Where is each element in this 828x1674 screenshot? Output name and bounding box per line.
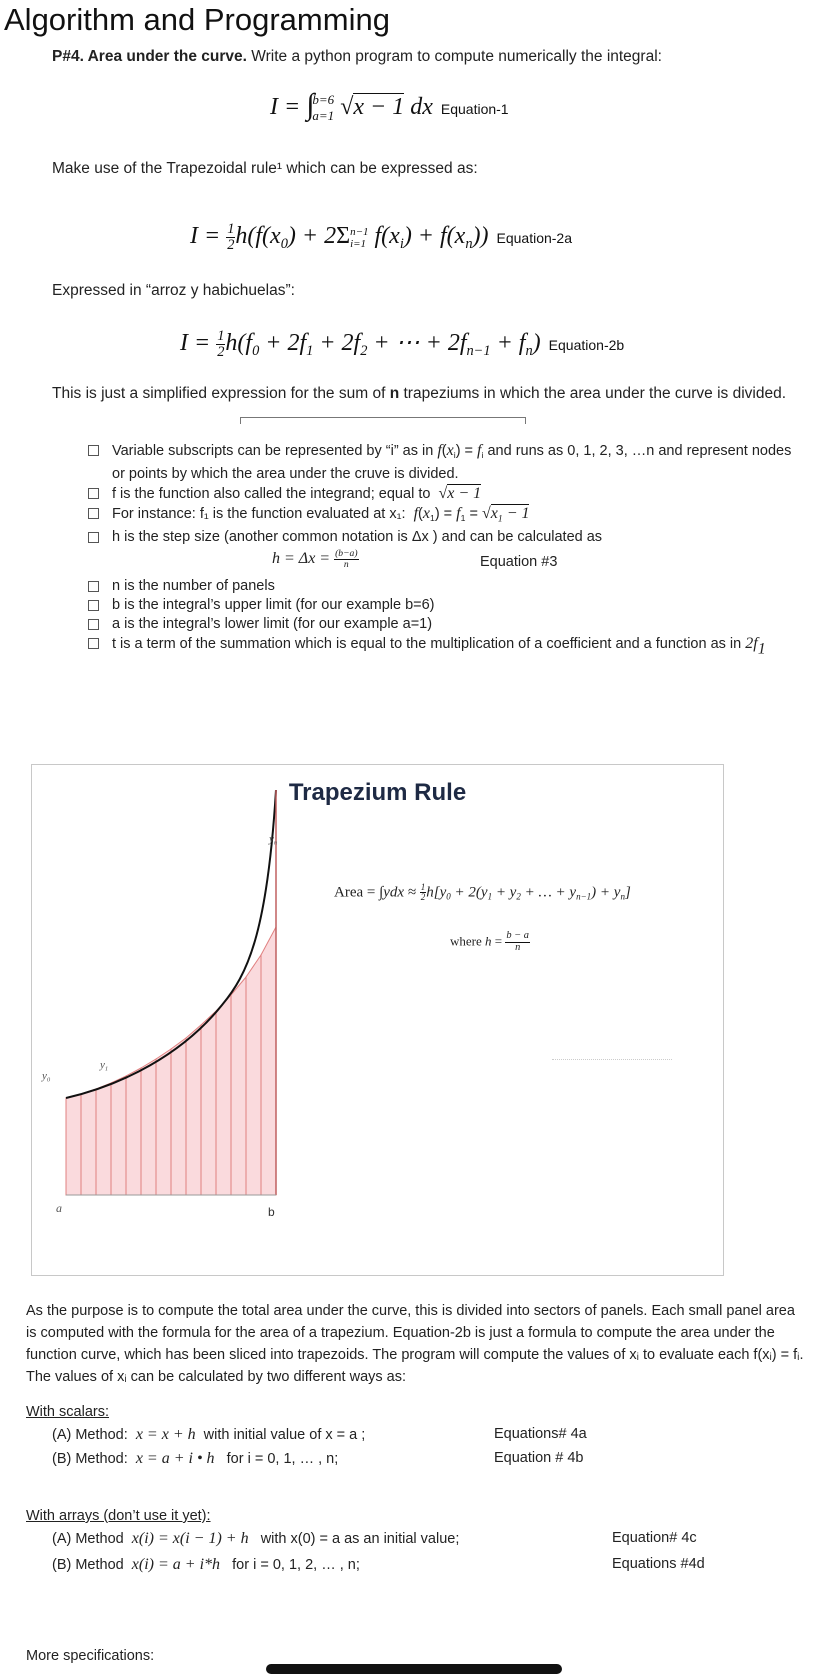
simplified-text-2: trapeziums in which the area under the curve is divided. xyxy=(403,385,787,402)
bracket-line xyxy=(240,417,526,424)
equation-2b: I = $\frac{1}{2}$ $h(f_0 + 2f_1 + 2f_2$ + ⋯ + $2f_{n-1} + f_n$) Equation-2b xyxy=(180,327,625,360)
area-formula: Area = ∫ydx ≈ $\frac{1}{2}$ $h[y_0 + 2(y_1 + y_2$ + … + $y_{n-1}) + y_n$] xyxy=(334,882,631,903)
simplified-text xyxy=(52,384,792,404)
equation-4b-label: Equation # 4b xyxy=(494,1450,584,1466)
problem-statement xyxy=(52,48,662,66)
checkbox-icon xyxy=(88,488,99,499)
equation-4d-label: Equations #4d xyxy=(612,1556,705,1572)
scalars-method-b: (B) Method: x = a + i • h for i = 0, 1, … , n; xyxy=(52,1450,339,1467)
list-item xyxy=(84,596,804,615)
list-item: f is the function also called the integrand; equal to √x − 1 xyxy=(84,484,804,504)
bullet-text: and runs as 0, 1, 2, 3, …n and represent nodes or points by which the area under the cruve is divided. xyxy=(112,443,792,483)
trapezoidal-intro: Make use of the Trapezoidal rule¹ which can be expressed as: xyxy=(52,160,478,177)
scalars-method-a: (A) Method: x = x + h with initial value of x = a ; xyxy=(52,1426,366,1443)
label-b: b xyxy=(268,1205,275,1219)
arrays-method-a: (A) Method x(i) = x(i − 1) + h with x(0) = a as an initial value; xyxy=(52,1530,460,1547)
bullet-list xyxy=(84,441,804,659)
arroz-text: Expressed in “arroz y habichuelas”: xyxy=(52,282,295,299)
bullet-text: h is the step size (another common notation is Δx ) and can be calculated as xyxy=(112,529,603,546)
more-specifications: More specifications: xyxy=(26,1648,155,1664)
label-a: a xyxy=(56,1201,62,1215)
problem-label: P#4. Area under the curve. xyxy=(52,48,247,65)
bullet-text: n is the number of panels xyxy=(112,578,275,595)
label-y0: $y_0$ xyxy=(42,1070,51,1084)
simplified-n: n xyxy=(389,385,400,402)
trapezium-rule-figure xyxy=(31,764,724,1276)
bullet-text: Variable subscripts can be represented by “i” as in xyxy=(112,443,434,459)
checkbox-icon xyxy=(88,619,99,630)
list-item: Variable subscripts can be represented by “i” as in $f(x_i) = f_i$ and runs as 0, 1, 2, 3, …n and represent nodes or points by which the area under the cruve is divided. xyxy=(84,441,804,484)
arrays-method-b: (B) Method x(i) = a + i*h for i = 0, 1, 2, … , n; xyxy=(52,1556,360,1573)
problem-text: Write a python program to compute numerically the integral: xyxy=(251,48,662,65)
page-title: Algorithm and Programming xyxy=(4,2,390,37)
home-indicator[interactable] xyxy=(266,1664,562,1674)
equation-3-row: h = Δx = $\frac{(b-a)}{n}$ Equation #3 xyxy=(272,548,558,571)
simplified-text-1: This is just a simplified expression for the sum of xyxy=(52,385,386,402)
bullet-text: For instance: f₁ is the function evaluated at x₁: xyxy=(112,506,406,523)
bullet-text: f is the function also called the integrand; equal to xyxy=(112,486,431,503)
label-y1: $y_1$ xyxy=(100,1059,109,1073)
equation-2a-label: Equation-2a xyxy=(496,230,573,247)
bullet-text: t is a term of the summation which is equal to the multiplication of a coefficient and a function as in xyxy=(112,636,742,653)
arrays-heading: With arrays (don’t use it yet): xyxy=(26,1508,211,1524)
where-formula: where h = $\frac{b - a}{n}$ xyxy=(450,930,529,953)
bullet-text: b is the integral’s upper limit (for our example b=6) xyxy=(112,597,435,614)
equation-4c-label: Equation# 4c xyxy=(612,1530,697,1546)
checkbox-icon xyxy=(88,638,99,649)
equation-2a: I = $\frac{1}{2}$ $h(f(x_0) + 2\Sigma$ n−1 i=1 $f(x_i) + f(x_n)$) Equation-2a xyxy=(190,221,573,254)
checkbox-icon xyxy=(88,600,99,611)
bullet-text: a is the integral’s lower limit (for our example a=1) xyxy=(112,616,433,633)
list-item xyxy=(84,528,804,547)
checkbox-icon xyxy=(88,508,99,519)
equation-2b-label: Equation-2b xyxy=(548,337,625,353)
list-item: t is a term of the summation which is equal to the multiplication of a coefficient and a function as in 2f1 xyxy=(84,634,804,659)
equation-1: I = ∫ b=6 a=1 √x − 1 dx Equation-1 xyxy=(270,88,509,124)
checkbox-icon xyxy=(88,445,99,456)
checkbox-icon xyxy=(88,532,99,543)
scalars-heading: With scalars: xyxy=(26,1404,109,1420)
faint-dotted-line xyxy=(552,1059,672,1060)
figure-title: Trapezium Rule xyxy=(288,779,467,806)
equation-1-label: Equation-1 xyxy=(440,101,509,117)
checkbox-icon xyxy=(88,581,99,592)
equation-4a-label: Equations# 4a xyxy=(494,1426,587,1442)
list-item xyxy=(84,577,804,596)
label-yn: $y_n$ xyxy=(269,833,278,847)
equation-3-label: Equation #3 xyxy=(480,554,558,571)
explanation-paragraph: As the purpose is to compute the total area under the curve, this is divided into sectors of panels. Each small panel area is computed with the formula for the area of a trapezium. Equation-2b is just a formula to compute the area under the function curve, which has been sliced into trapezoids. The program will compute the values of xᵢ to evaluate each f(xᵢ) = fᵢ. The values of xᵢ can be calculated by two different ways as: xyxy=(26,1303,804,1385)
list-item xyxy=(84,615,804,634)
list-item: For instance: f₁ is the function evaluated at x₁: $f(x_1) = f_1 = √x_1 - 1$ xyxy=(84,504,804,528)
trapezium-diagram xyxy=(32,765,723,1275)
